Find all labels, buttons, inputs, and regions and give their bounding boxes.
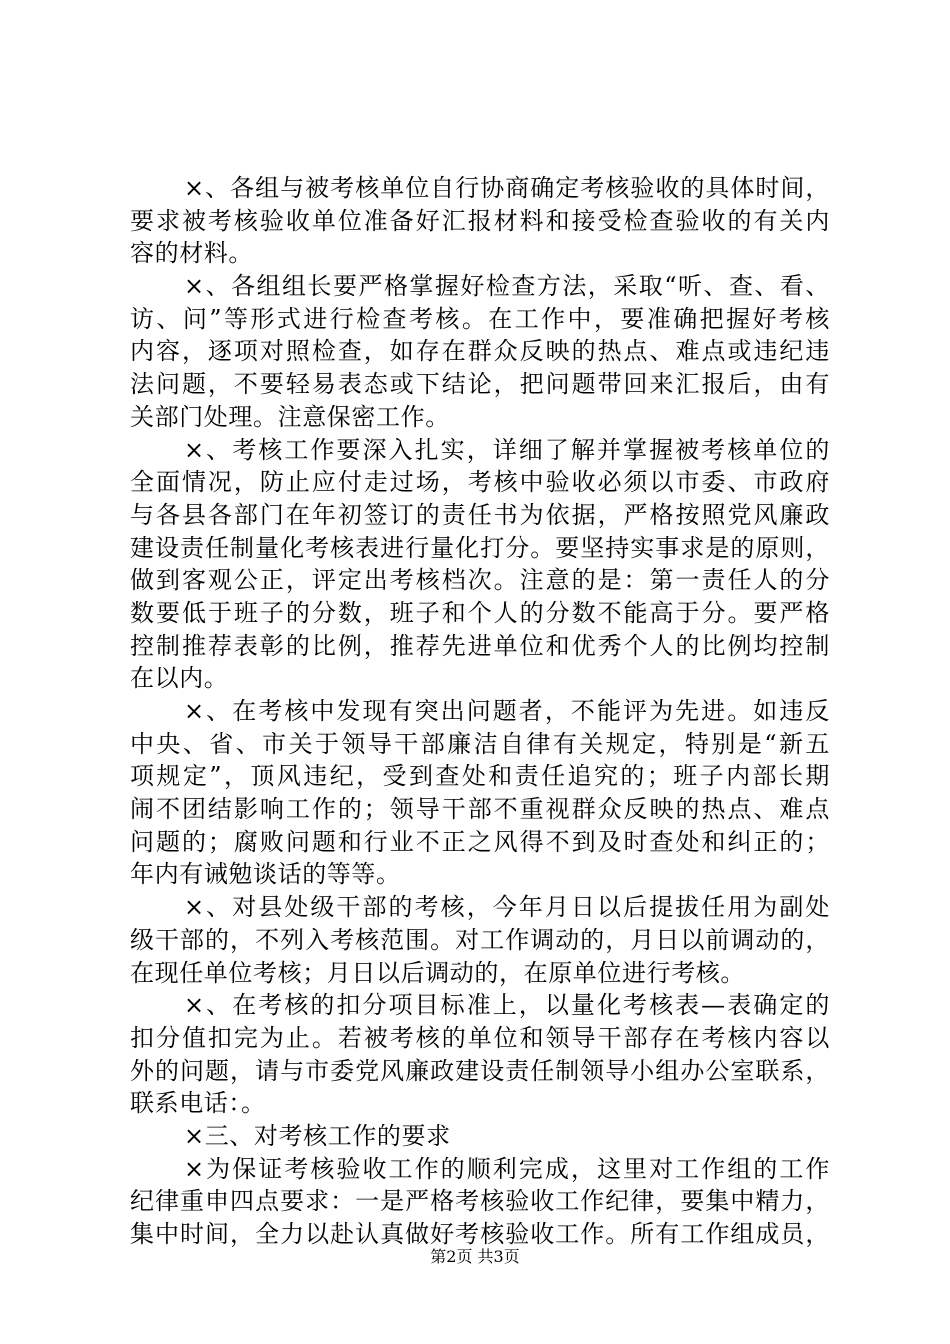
text-line: 年内有诫勉谈话的等等。 <box>130 860 401 889</box>
text-line: 控制推荐表彰的比例，推荐先进单位和优秀个人的比例均控制 <box>130 631 830 660</box>
text-line: ×、对县处级干部的考核，今年月日以后提拔任用为副处 <box>184 893 830 922</box>
text-line: ×、各组与被考核单位自行协商确定考核验收的具体时间， <box>184 174 830 202</box>
text-line: ×、在考核的扣分项目标准上，以量化考核表—表确定的 <box>184 991 830 1020</box>
text-line: ×、考核工作要深入扎实，详细了解并掌握被考核单位的 <box>184 435 830 464</box>
text-line: 集中时间，全力以赴认真做好考核验收工作。所有工作组成员， <box>130 1220 830 1248</box>
page-number-footer: 第2页 共3页 <box>430 1247 520 1266</box>
text-line: 扣分值扣完为止。若被考核的单位和领导干部存在考核内容以 <box>130 1023 830 1052</box>
text-line: 全面情况，防止应付走过场，考核中验收必须以市委、市政府 <box>130 468 830 497</box>
text-line: 容的材料。 <box>130 239 253 268</box>
text-line: 建设责任制量化考核表进行量化打分。要坚持实事求是的原则， <box>130 533 830 562</box>
text-line: ×为保证考核验收工作的顺利完成，这里对工作组的工作 <box>184 1154 830 1183</box>
text-line: 闹不团结影响工作的；领导干部不重视群众反映的热点、难点 <box>130 795 830 824</box>
text-line: 法问题，不要轻易表态或下结论，把问题带回来汇报后，由有 <box>130 370 830 399</box>
text-line: 纪律重申四点要求：一是严格考核验收工作纪律，要集中精力， <box>130 1187 830 1216</box>
text-line: 数要低于班子的分数，班子和个人的分数不能高于分。要严格 <box>130 598 830 627</box>
text-line: 在以内。 <box>130 664 229 693</box>
text-line: 内容，逐项对照检查，如存在群众反映的热点、难点或违纪违 <box>130 337 830 366</box>
text-line: 做到客观公正，评定出考核档次。注意的是：第一责任人的分 <box>130 566 830 595</box>
section-heading: ×三、对考核工作的要求 <box>184 1121 451 1150</box>
text-line: 在现任单位考核；月日以后调动的，在原单位进行考核。 <box>130 958 745 987</box>
text-line: 级干部的，不列入考核范围。对工作调动的，月日以前调动的， <box>130 925 830 954</box>
document-body <box>130 172 830 1251</box>
text-line: 外的问题，请与市委党风廉政建设责任制领导小组办公室联系， <box>130 1056 830 1085</box>
text-line: 要求被考核验收单位准备好汇报材料和接受检查验收的有关内 <box>130 206 830 235</box>
text-line: 项规定”，顶风违纪，受到查处和责任追究的；班子内部长期 <box>130 762 830 791</box>
text-line: 问题的；腐败问题和行业不正之风得不到及时查处和纠正的； <box>130 827 830 856</box>
text-line: ×、在考核中发现有突出问题者，不能评为先进。如违反 <box>184 697 830 725</box>
text-line: ×、各组组长要严格掌握好检查方法，采取“听、查、看、 <box>184 272 830 301</box>
text-line: 访、问”等形式进行检查考核。在工作中，要准确把握好考核 <box>130 304 830 333</box>
text-line: 关部门处理。注意保密工作。 <box>130 402 450 431</box>
text-line: 与各县各部门在年初签订的责任书为依据，严格按照党风廉政 <box>130 500 830 529</box>
text-line: 中央、省、市关于领导干部廉洁自律有关规定，特别是“新五 <box>130 729 830 758</box>
text-line: 联系电话：。 <box>130 1089 266 1118</box>
